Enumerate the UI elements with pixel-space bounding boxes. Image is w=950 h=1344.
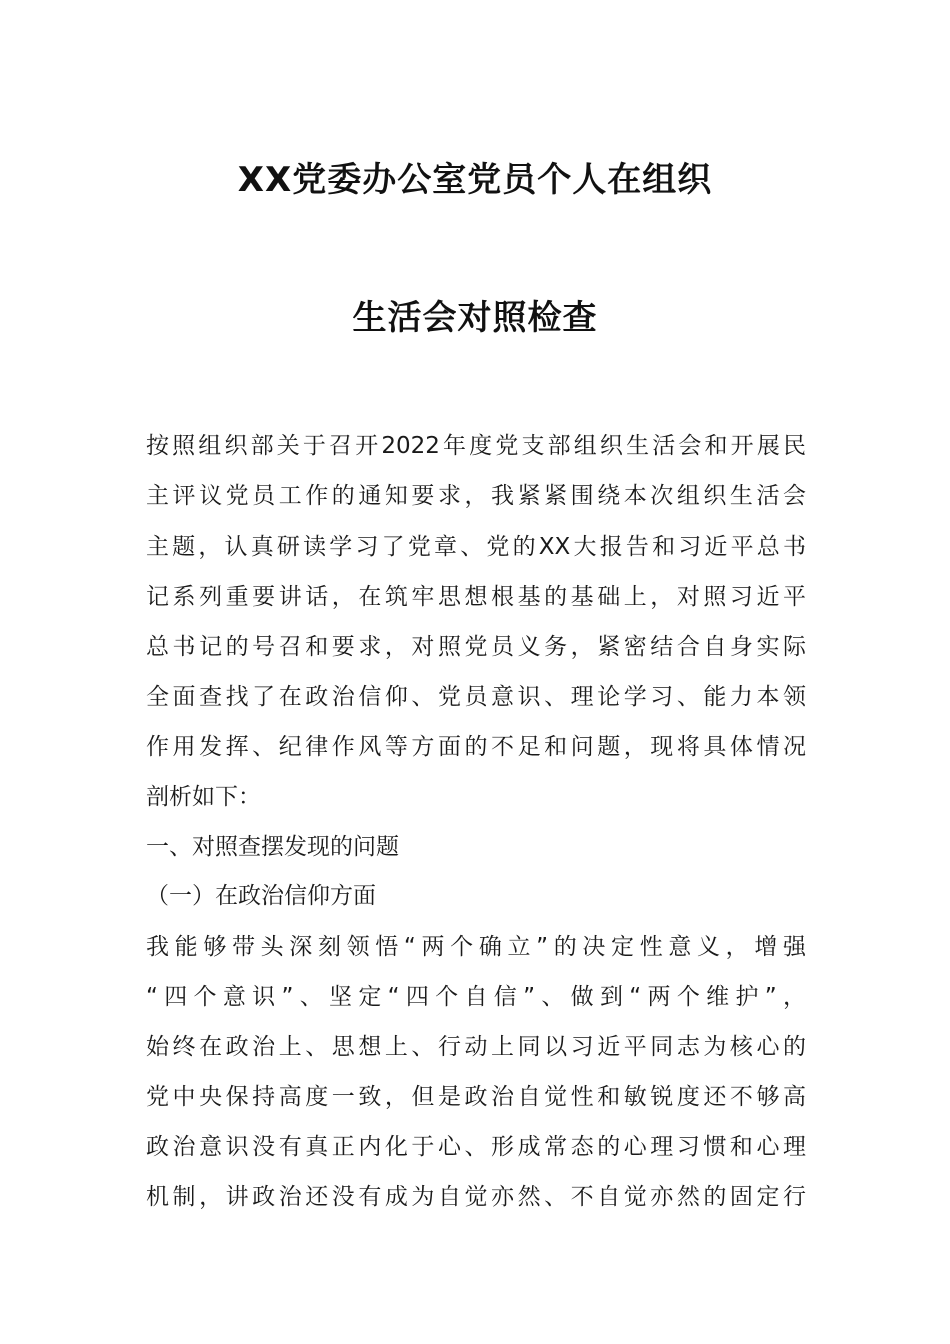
document-title-line-1: XX党委办公室党员个人在组织 (237, 160, 713, 200)
body-line-4: 记系列重要讲话，在筑牢思想根基的基础上，对照习近平 (146, 584, 806, 610)
body-line-6: 全面查找了在政治信仰、党员意识、理论学习、能力本领 (146, 684, 806, 710)
body-line-16: 机制，讲政治还没有成为自觉亦然、不自觉亦然的固定行 (146, 1184, 806, 1210)
body-line-5: 总书记的号召和要求，对照党员义务，紧密结合自身实际 (146, 634, 806, 660)
body-line-1: 按照组织部关于召开2022年度党支部组织生活会和开展民 (146, 433, 806, 459)
body-line-11: 我能够带头深刻领悟“两个确立”的决定性意义，增强 (146, 934, 806, 960)
subsection-heading-1: （一）在政治信仰方面 (146, 883, 376, 909)
body-line-12: “四个意识”、坚定“四个自信”、做到“两个维护”， (146, 984, 806, 1010)
document-title-line-2: 生活会对照检查 (352, 298, 598, 338)
body-line-14: 党中央保持高度一致，但是政治自觉性和敏锐度还不够高 (146, 1084, 806, 1110)
section-heading-1: 一、对照查摆发现的问题 (146, 834, 399, 860)
body-line-8: 剖析如下： (146, 784, 261, 810)
body-line-7: 作用发挥、纪律作风等方面的不足和问题，现将具体情况 (146, 734, 806, 760)
body-line-2: 主评议党员工作的通知要求，我紧紧围绕本次组织生活会 (146, 483, 806, 509)
body-line-13: 始终在政治上、思想上、行动上同以习近平同志为核心的 (146, 1034, 806, 1060)
body-line-15: 政治意识没有真正内化于心、形成常态的心理习惯和心理 (146, 1134, 806, 1160)
body-line-3: 主题，认真研读学习了党章、党的XX大报告和习近平总书 (146, 534, 806, 560)
